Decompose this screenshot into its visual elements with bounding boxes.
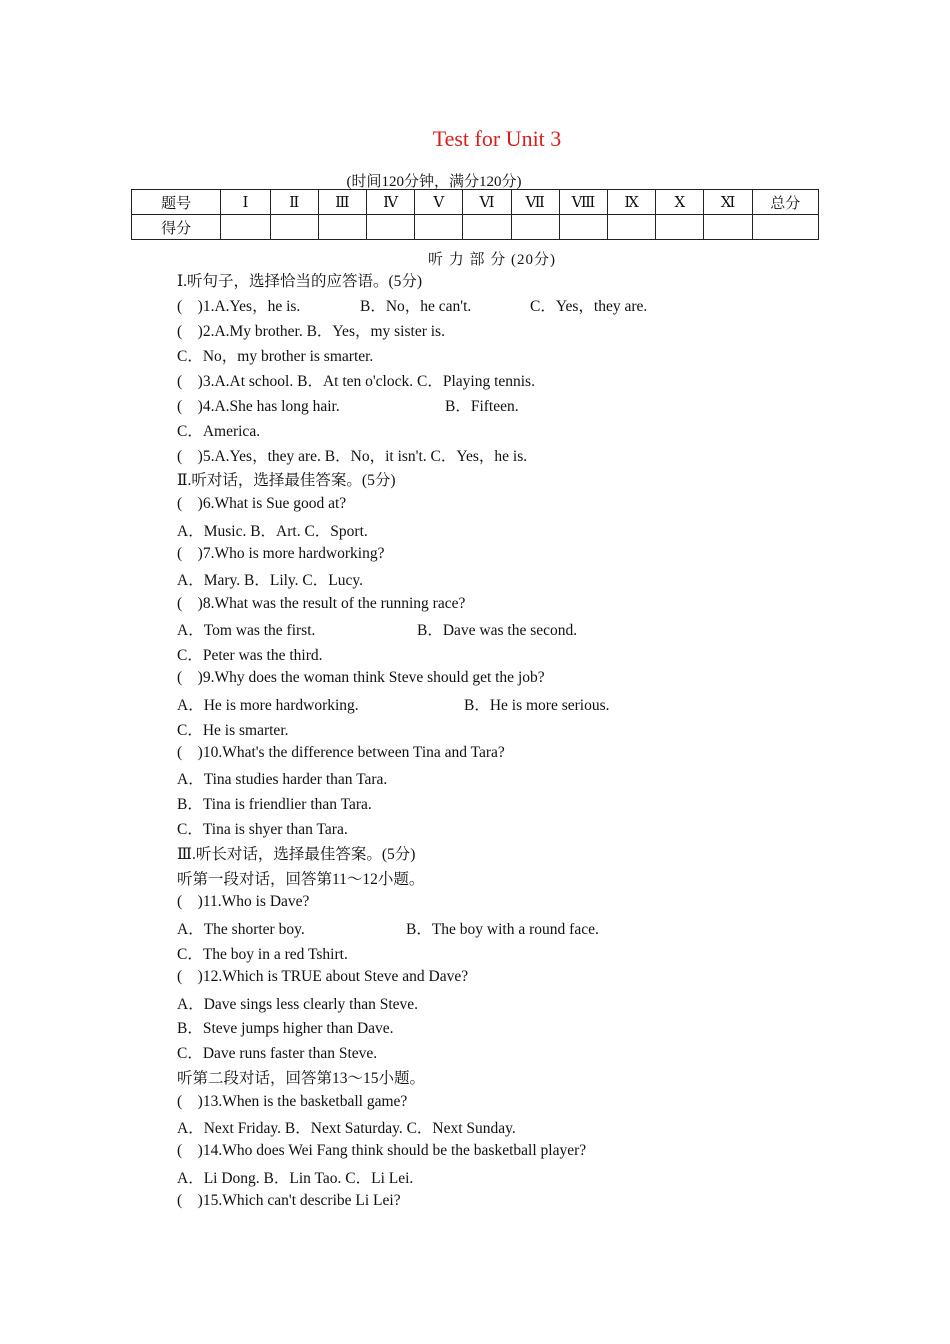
score-table-header-row [132, 190, 819, 215]
score-header-cell: Ⅶ [511, 190, 559, 215]
score-cell [608, 215, 656, 240]
score-cell [318, 215, 366, 240]
score-cell [704, 215, 752, 240]
line-text: ( )4.A.She has long hair. [177, 398, 340, 415]
score-table-score-row [132, 215, 819, 240]
line-text: ( )6.What is Sue good at? [177, 495, 347, 512]
score-header-cell: Ⅹ [656, 190, 704, 215]
score-cell [463, 215, 511, 240]
line-text: Ⅱ.听对话，选择最佳答案。(5分) [177, 472, 396, 489]
line-text: A．Dave sings less clearly than Steve. [177, 996, 419, 1013]
score-header-cell: Ⅵ [463, 190, 511, 215]
option-text: B．Fifteen. [445, 398, 519, 415]
score-cell [559, 215, 607, 240]
line-text: C．No，my brother is smarter. [177, 348, 374, 365]
line-text: B．Steve jumps higher than Dave. [177, 1020, 394, 1037]
line-text: A．Music. B．Art. C．Sport. [177, 523, 368, 540]
score-header-cell: Ⅴ [415, 190, 463, 215]
line-text: C．The boy in a red Tshirt. [177, 946, 348, 963]
score-header-cell: Ⅷ [559, 190, 607, 215]
line-text: ( )11.Who is Dave? [177, 893, 310, 910]
score-cell [221, 215, 270, 240]
line-text: C．Tina is shyer than Tara. [177, 821, 348, 838]
score-cell [511, 215, 559, 240]
line-text: ( )9.Why does the woman think Steve should get the job? [177, 669, 545, 686]
line-text: ( )5.A.Yes，they are. B．No，it isn't. C．Yes，he is. [177, 448, 528, 465]
line-text: C．America. [177, 423, 261, 440]
score-header-cell: Ⅱ [270, 190, 318, 215]
option-text: B．He is more serious. [464, 697, 610, 714]
line-text: C．He is smarter. [177, 722, 289, 739]
line-text: ( )3.A.At school. B．At ten o'clock. C．Playing tennis. [177, 373, 535, 390]
line-text: 听第一段对话，回答第11～12小题。 [177, 871, 425, 888]
option-text: B．No，he can't. [360, 298, 472, 315]
score-header-cell: Ⅰ [221, 190, 270, 215]
line-text: A．Tom was the first. [177, 622, 316, 639]
line-text: C．Dave runs faster than Steve. [177, 1045, 378, 1062]
score-row-label: 得分 [132, 215, 221, 240]
score-header-cell: Ⅸ [608, 190, 656, 215]
exam-info: (时间120分钟，满分120分) [346, 174, 522, 190]
page-title: Test for Unit 3 [432, 126, 562, 151]
line-text: ( )8.What was the result of the running race? [177, 595, 466, 612]
line-text: ( )2.A.My brother. B．Yes，my sister is. [177, 323, 445, 340]
line-text: A．The shorter boy. [177, 921, 305, 938]
section-heading: 听 力 部 分 (20分) [428, 252, 556, 268]
score-table [131, 189, 819, 240]
line-text: B．Tina is friendlier than Tara. [177, 796, 372, 813]
score-cell [656, 215, 704, 240]
score-header-cell: 题号 [132, 190, 221, 215]
score-header-cell: Ⅲ [318, 190, 366, 215]
line-text: ( )12.Which is TRUE about Steve and Dave? [177, 968, 469, 985]
line-text: Ⅰ.听句子，选择恰当的应答语。(5分) [177, 273, 423, 290]
line-text: A．Next Friday. B．Next Saturday. C．Next Sunday. [177, 1120, 516, 1137]
line-text: ( )1.A.Yes，he is. [177, 298, 301, 315]
option-text: C．Yes，they are. [530, 298, 648, 315]
line-text: ( )7.Who is more hardworking? [177, 545, 385, 562]
line-text: ( )13.When is the basketball game? [177, 1093, 408, 1110]
line-text: Ⅲ.听长对话，选择最佳答案。(5分) [177, 846, 416, 863]
score-header-cell: Ⅺ [704, 190, 752, 215]
option-text: B．The boy with a round face. [406, 921, 599, 938]
score-cell [366, 215, 414, 240]
line-text: C．Peter was the third. [177, 647, 323, 664]
score-cell [270, 215, 318, 240]
option-text: B．Dave was the second. [417, 622, 578, 639]
line-text: ( )10.What's the difference between Tina and Tara? [177, 744, 505, 761]
score-header-cell: Ⅳ [366, 190, 414, 215]
line-text: ( )14.Who does Wei Fang think should be the basketball player? [177, 1142, 587, 1159]
line-text: A．Tina studies harder than Tara. [177, 771, 388, 788]
score-cell [415, 215, 463, 240]
line-text: ( )15.Which can't describe Li Lei? [177, 1192, 401, 1209]
line-text: A．Li Dong. B．Lin Tao. C．Li Lei. [177, 1170, 414, 1187]
line-text: A．He is more hardworking. [177, 697, 359, 714]
line-text: 听第二段对话，回答第13～15小题。 [177, 1070, 426, 1087]
line-text: A．Mary. B．Lily. C．Lucy. [177, 572, 363, 589]
score-header-cell: 总分 [752, 190, 818, 215]
score-cell [752, 215, 818, 240]
